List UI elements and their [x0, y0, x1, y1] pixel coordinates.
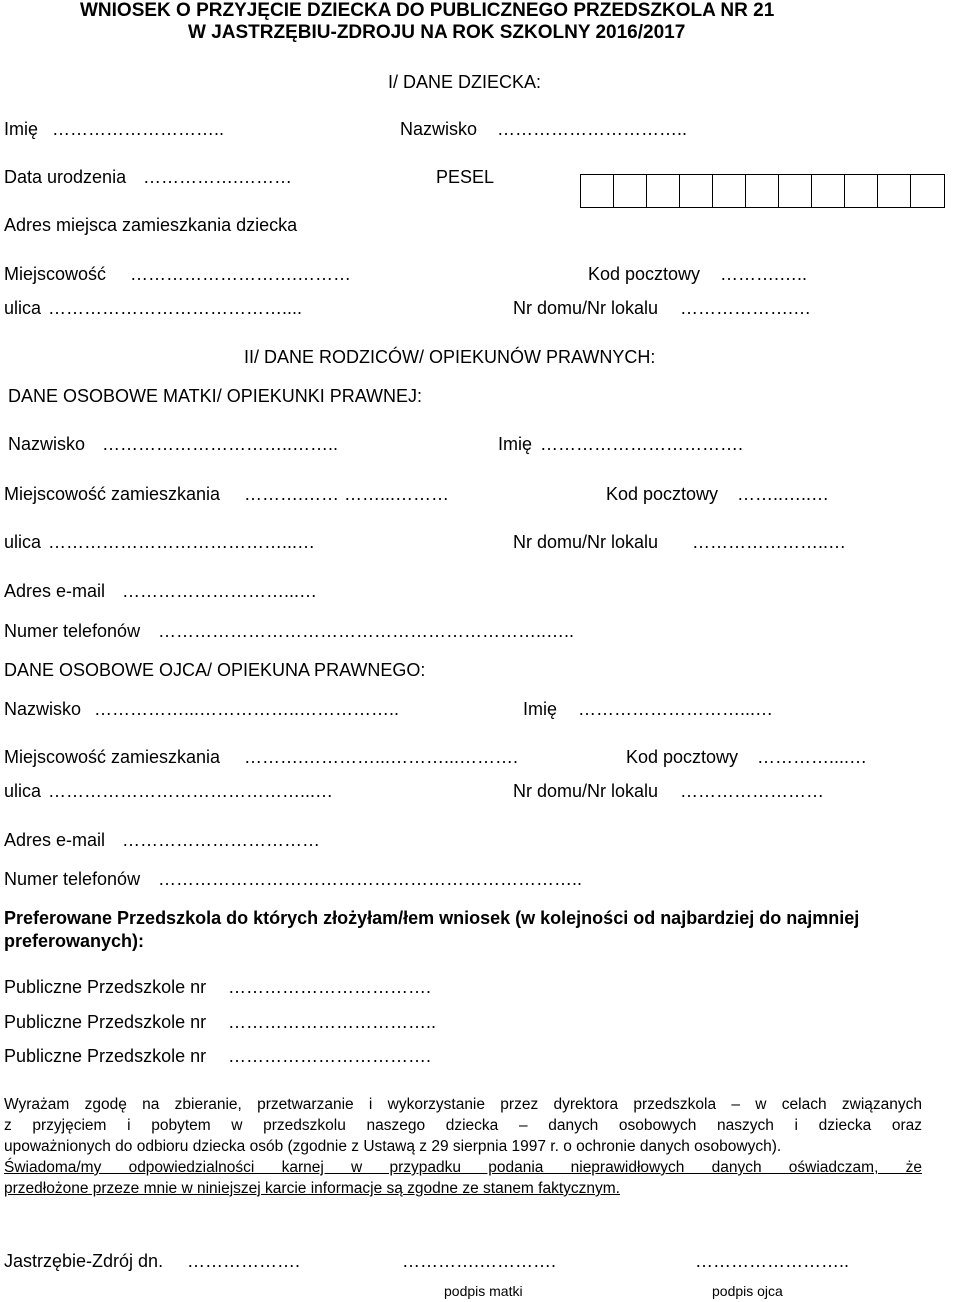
declaration-line: przedłożone przeze mnie w niniejszej karcie informacje są zgodne ze stanem faktycznym. [4, 1180, 620, 1197]
mother-street-label: ulica [4, 532, 42, 552]
pesel-digit-box[interactable] [647, 175, 680, 207]
consent-line: z przyjęciem i pobytem w przedszkolu naszego dziecka – danych osobowych naszych i dziecka oraz [4, 1117, 922, 1134]
pesel-digit-box[interactable] [746, 175, 779, 207]
mother-name-label: Imię [498, 434, 533, 454]
father-phone-label: Numer telefonów [4, 869, 141, 889]
father-postal-field[interactable]: …………....… [757, 747, 868, 767]
form-title-line1: WNIOSEK O PRZYJĘCIE DZIECKA DO PUBLICZNEGO PRZEDSZKOLA NR 21 [80, 0, 775, 21]
mother-postal-label: Kod pocztowy [606, 484, 719, 504]
mother-phone-label: Numer telefonów [4, 621, 141, 641]
child-surname-field[interactable]: ………………………….. [497, 119, 688, 139]
child-street-field[interactable]: ………………………………….... [48, 298, 303, 318]
consent-line: upoważnionych do odbioru dziecka osób (zgodnie z Ustawą z 29 sierpnia 1997 r. o ochronie danych osobowych). [4, 1138, 782, 1155]
mother-house-label: Nr domu/Nr lokalu [513, 532, 659, 552]
declaration-line: Świadoma/my odpowiedzialności karnej w przypadku podania nieprawidłowych danych oświadczam, że [4, 1159, 922, 1176]
father-city-field[interactable]: ……….…………...………...………. [244, 747, 519, 767]
father-signature-field[interactable]: …………………….. [695, 1251, 850, 1271]
father-surname-field[interactable]: ……………...……………..…………….. [94, 699, 400, 719]
pesel-digit-box[interactable] [581, 175, 614, 207]
pesel-digit-box[interactable] [911, 175, 944, 207]
mother-house-field[interactable]: …………………..… [692, 532, 847, 552]
mother-surname-field[interactable]: …………………………..…….. [102, 434, 339, 454]
preferred-kindergarten-field[interactable]: ……………………………. [228, 1046, 432, 1066]
preferred-kindergarten-label: Publiczne Przedszkole nr [4, 1012, 207, 1032]
mother-name-field[interactable]: ……………………………. [540, 434, 744, 454]
pesel-digit-box[interactable] [614, 175, 647, 207]
section-child-heading: I/ DANE DZIECKA: [388, 72, 542, 92]
preferred-kindergarten-label: Publiczne Przedszkole nr [4, 977, 207, 997]
mother-heading: DANE OSOBOWE MATKI/ OPIEKUNKI PRAWNEJ: [8, 386, 423, 406]
father-postal-label: Kod pocztowy [626, 747, 739, 767]
father-city-label: Miejscowość zamieszkania [4, 747, 221, 767]
date-field[interactable]: ………………. [187, 1251, 301, 1271]
mother-surname-label: Nazwisko [8, 434, 86, 454]
child-postal-field[interactable]: ……….….. [720, 264, 808, 284]
pesel-boxes[interactable] [580, 174, 945, 208]
form-title-line2: W JASTRZĘBIU-ZDROJU NA ROK SZKOLNY 2016/2017 [188, 22, 686, 43]
preferred-kindergarten-label: Publiczne Przedszkole nr [4, 1046, 207, 1066]
father-name-label: Imię [523, 699, 558, 719]
father-surname-label: Nazwisko [4, 699, 82, 719]
pesel-digit-box[interactable] [680, 175, 713, 207]
child-house-label: Nr domu/Nr lokalu [513, 298, 659, 318]
pesel-digit-box[interactable] [845, 175, 878, 207]
child-name-field[interactable]: ……………………….. [52, 119, 225, 139]
place-date-label: Jastrzębie-Zdrój dn. [4, 1251, 164, 1271]
child-name-label: Imię [4, 119, 39, 139]
father-phone-field[interactable]: …………………………………………………………….. [158, 869, 583, 889]
consent-line: Wyrażam zgodę na zbieranie, przetwarzanie i wykorzystanie przez dyrektora przedszkola – w celach związanych [4, 1096, 922, 1113]
father-email-field[interactable]: …………………………… [122, 830, 320, 850]
mother-city-field[interactable]: ……….…… ……...……… [244, 484, 450, 504]
father-house-label: Nr domu/Nr lokalu [513, 781, 659, 801]
child-house-field[interactable]: ……………….… [680, 298, 812, 318]
preferred-kindergarten-field[interactable]: ……………………………. [228, 977, 432, 997]
pesel-digit-box[interactable] [812, 175, 845, 207]
mother-postal-field[interactable]: ……..…..… [737, 484, 830, 504]
child-street-label: ulica [4, 298, 42, 318]
father-street-field[interactable]: ……………………………………...… [48, 781, 334, 801]
consent-paragraph [4, 1094, 922, 1199]
child-postal-label: Kod pocztowy [588, 264, 701, 284]
child-address-heading: Adres miejsca zamieszkania dziecka [4, 215, 298, 235]
father-signature-caption: podpis ojca [712, 1283, 783, 1299]
pesel-label: PESEL [436, 167, 495, 187]
child-birthdate-label: Data urodzenia [4, 167, 127, 187]
child-surname-label: Nazwisko [400, 119, 478, 139]
father-name-field[interactable]: ………………………...… [578, 699, 774, 719]
pesel-digit-box[interactable] [779, 175, 812, 207]
father-heading: DANE OSOBOWE OJCA/ OPIEKUNA PRAWNEGO: [4, 660, 426, 680]
child-birthdate-field[interactable]: …………….……… [143, 167, 293, 187]
preferences-heading-line1: Preferowane Przedszkola do których złożyłam/łem wniosek (w kolejności od najbardziej do najmniej [4, 908, 860, 928]
father-email-label: Adres e-mail [4, 830, 106, 850]
father-house-field[interactable]: …………………… [680, 781, 824, 801]
mother-email-label: Adres e-mail [4, 581, 106, 601]
child-city-label: Miejscowość [4, 264, 107, 284]
child-city-field[interactable]: ……………………….……… [130, 264, 352, 284]
mother-phone-field[interactable]: ………………………………………………………..….. [158, 621, 575, 641]
mother-street-field[interactable]: …………………………………...… [48, 532, 316, 552]
preferences-heading-line2: preferowanych): [4, 931, 145, 951]
mother-signature-field[interactable]: ………….…………. [402, 1251, 557, 1271]
section-parents-heading: II/ DANE RODZICÓW/ OPIEKUNÓW PRAWNYCH: [244, 347, 656, 367]
father-street-label: ulica [4, 781, 42, 801]
mother-city-label: Miejscowość zamieszkania [4, 484, 221, 504]
preferred-kindergarten-field[interactable]: …………………………….. [228, 1012, 437, 1032]
mother-signature-caption: podpis matki [444, 1283, 523, 1299]
mother-email-field[interactable]: ………………………...… [122, 581, 318, 601]
pesel-digit-box[interactable] [878, 175, 911, 207]
pesel-digit-box[interactable] [713, 175, 746, 207]
